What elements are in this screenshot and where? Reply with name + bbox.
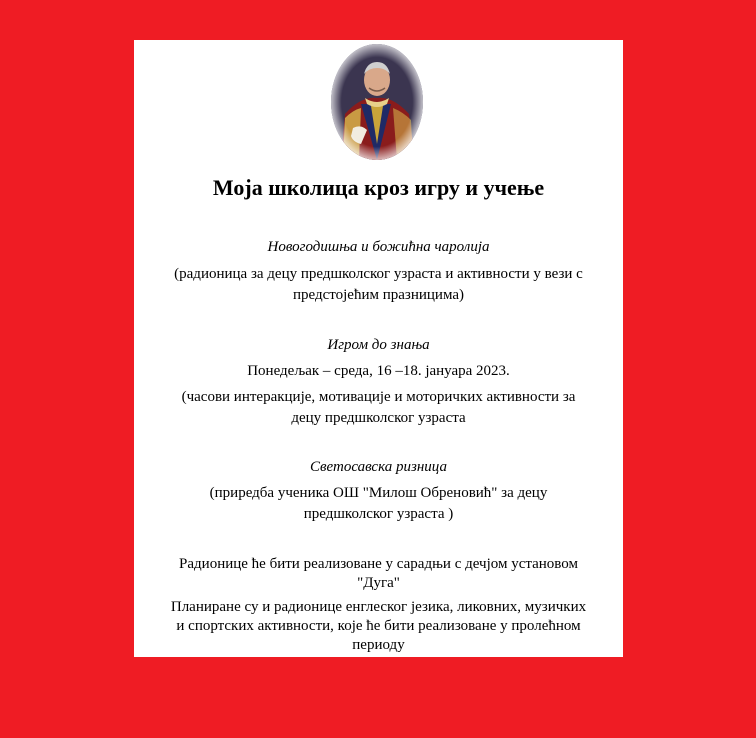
note-line: Радионице ће бити реализоване у сарадњи с дечјом установом [179,556,578,572]
portrait-image [331,44,423,160]
page-title: Моја школица кроз игру и учење [212,175,545,200]
event-title: Игром до знања [327,337,430,353]
event-date: Понедељак – среда, 16 –18. јануара 2023. [247,363,510,379]
event-description-line: (приредба ученика ОШ "Милош Обреновић" за децу [209,485,548,501]
document-page [134,40,623,657]
note-line: и спортских активности, које ће бити реализоване у пролећном [176,618,581,634]
event-description-line: предстојећим празницима) [293,287,464,303]
event-description-line: (радионица за децу предшколског узраста и активности у вези с [174,266,583,282]
event-description-line: (часови интеракције, мотивације и моторичких активности за [181,389,576,405]
note-line: периоду [352,637,405,653]
event-description-line: децу предшколског узраста [291,410,466,426]
event-title: Светосавска ризница [310,459,447,475]
note-line: Планиране су и радионице енглеског језика, ликовних, музичких [170,599,587,615]
event-description-line: предшколског узраста ) [303,506,454,522]
note-line: "Дуга" [357,575,400,591]
event-title: Новогодишња и божићна чаролија [267,239,490,255]
